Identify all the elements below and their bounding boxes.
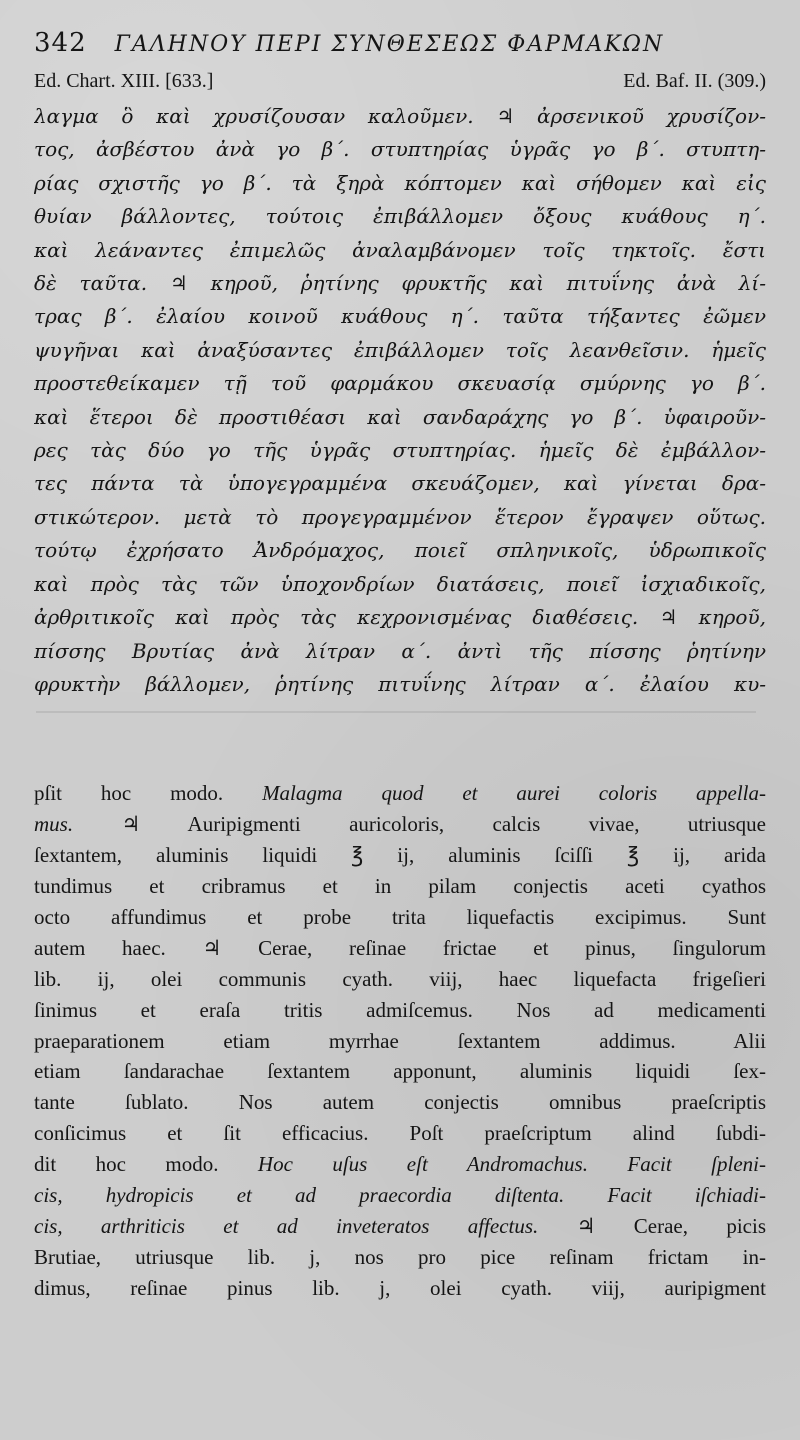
- running-title: ΓΑΛΗΝΟΥ ΠΕΡΙ ΣΥΝΘΕΣΕΩΣ ΦΑΡΜΑΚΩΝ: [114, 32, 665, 57]
- greek-line: προστεθείκαμεν τῇ τοῦ φαρμάκου σκευασίᾳ σμύρνης γο β΄.: [34, 371, 766, 396]
- latin-line: [34, 871, 766, 902]
- latin-roman-run: lib. ij, olei communis cyath. viij, haec liquefacta frigeſieri: [34, 966, 766, 991]
- latin-roman-run: dit hoc modo.: [34, 1152, 258, 1177]
- latin-line: [34, 840, 766, 871]
- bleed-through-shadow: [34, 701, 766, 723]
- greek-line: στικώτερον. μετὰ τὸ προγεγραμμένον ἕτερον ἔγραψεν οὕτως.: [34, 504, 766, 529]
- greek-line: τούτῳ ἐχρήσατο Ἀνδρόμαχος, ποιεῖ σπληνικοῖς, ὑδρωπικοῖς: [34, 538, 766, 563]
- latin-line: [34, 1118, 766, 1149]
- latin-roman-run: ſextantem, aluminis liquidi ℥ ij, aluminis ſciſſi ℥ ij, arida: [34, 843, 766, 868]
- latin-line: [34, 809, 766, 840]
- latin-italic-run: cis, arthriticis et ad inveteratos affectus.: [34, 1214, 539, 1238]
- edition-left: Ed. Chart. XIII. [633.]: [34, 70, 214, 92]
- latin-roman-run: conſicimus et ſit efficacius. Poſt praeſcriptum alind ſubdi-: [34, 1121, 766, 1146]
- latin-italic-run: cis, hydropicis et ad praecordia diſtenta. Facit iſchiadi-: [34, 1183, 766, 1208]
- edition-right: Ed. Baf. II. (309.): [623, 70, 766, 92]
- page-number: 342: [34, 28, 87, 58]
- greek-line: δὲ ταῦτα. ♃ κηροῦ, ῥητίνης φρυκτῆς καὶ πιτυΐνης ἀνὰ λί-: [34, 271, 766, 296]
- latin-line: [34, 1211, 766, 1242]
- greek-line: θυίαν βάλλοντες, τούτοις ἐπιβάλλομεν ὄξους κυάθους η΄.: [34, 204, 766, 229]
- latin-roman-run: ſinimus et eraſa tritis admiſcemus. Nos ad medicamenti: [34, 997, 766, 1022]
- latin-italic-run: Malagma quod et aurei coloris appella-: [262, 781, 766, 806]
- greek-line: τος, ἀσβέστου ἀνὰ γο β΄. στυπτηρίας ὑγρᾶς γο β΄. στυπτη-: [34, 137, 766, 162]
- greek-line: λαγμα ὃ καὶ χρυσίζουσαν καλοῦμεν. ♃ ἀρσενικοῦ χρυσίζον-: [34, 104, 766, 128]
- page-header: [34, 28, 766, 68]
- greek-line: ψυγῆναι καὶ ἀναξύσαντες ἐπιβάλλομεν τοῖς λεανθεῖσιν. ἡμεῖς: [34, 337, 766, 362]
- greek-line: πίσσης Βρυτίας ἀνὰ λίτραν α΄. ἀντὶ τῆς πίσσης ῥητίνην: [34, 638, 766, 663]
- latin-roman-run: dimus, reſinae pinus lib. j, olei cyath. viij, auripigment: [34, 1275, 766, 1300]
- greek-line: ρίας σχιστῆς γο β΄. τὰ ξηρὰ κόπτομεν καὶ σήθομεν καὶ εἰς: [34, 170, 766, 195]
- latin-line: [34, 902, 766, 933]
- greek-text-block: [34, 100, 766, 701]
- greek-line: φρυκτὴν βάλλομεν, ῥητίνης πιτυΐνης λίτραν α΄. ἐλαίου κυ-: [34, 671, 766, 696]
- latin-roman-run: octo affundimus et probe trita liquefactis excipimus. Sunt: [34, 904, 766, 929]
- latin-line: [34, 778, 766, 809]
- latin-line: [34, 1056, 766, 1087]
- latin-italic-run: Hoc uſus eſt Andromachus. Facit ſpleni-: [257, 1152, 766, 1177]
- latin-line: [34, 1273, 766, 1304]
- greek-line: καὶ λεάναντες ἐπιμελῶς ἀναλαμβάνομεν τοῖς τηκτοῖς. ἔστι: [34, 237, 766, 262]
- latin-line: [34, 1087, 766, 1118]
- latin-roman-run: pſit hoc modo.: [34, 781, 263, 806]
- latin-roman-run: autem haec. ♃ Cerae, reſinae frictae et pinus, ſingulorum: [34, 935, 766, 960]
- greek-line: καὶ ἕτεροι δὲ προστιθέασι καὶ σανδαράχης γο β΄. ὑφαιροῦν-: [34, 404, 766, 429]
- greek-line: τρας β΄. ἐλαίου κοινοῦ κυάθους η΄. ταῦτα τήξαντες ἐῶμεν: [34, 304, 766, 329]
- latin-line: [34, 1026, 766, 1057]
- latin-line: [34, 1180, 766, 1211]
- latin-line: [34, 995, 766, 1026]
- greek-line: καὶ πρὸς τὰς τῶν ὑποχονδρίων διατάσεις, ποιεῖ ἰσχιαδικοῖς,: [34, 571, 766, 596]
- latin-roman-run: etiam ſandarachae ſextantem apponunt, aluminis liquidi ſex-: [34, 1059, 766, 1084]
- latin-roman-run: ♃ Auripigmenti auricoloris, calcis vivae, utriusque: [73, 812, 766, 837]
- latin-roman-run: praeparationem etiam myrrhae ſextantem addimus. Alii: [34, 1028, 766, 1053]
- greek-line: ρες τὰς δύο γο τῆς ὑγρᾶς στυπτηρίας. ἡμεῖς δὲ ἐμβάλλον-: [34, 438, 766, 463]
- latin-italic-run: mus.: [34, 812, 74, 837]
- latin-line: [34, 933, 766, 964]
- latin-line: [34, 1242, 766, 1273]
- latin-line: [34, 964, 766, 995]
- edition-references: [34, 70, 766, 98]
- latin-roman-run: tante ſublato. Nos autem conjectis omnibus praeſcriptis: [34, 1090, 766, 1115]
- greek-line: ἀρθριτικοῖς καὶ πρὸς τὰς κεχρονισμένας διαθέσεις. ♃ κηροῦ,: [34, 605, 766, 630]
- latin-text-block: [34, 778, 766, 1303]
- latin-roman-run: ♃ Cerae, picis: [538, 1214, 766, 1238]
- greek-line: τες πάντα τὰ ὑπογεγραμμένα σκευάζομεν, καὶ γίνεται δρα-: [34, 471, 766, 496]
- latin-line: [34, 1149, 766, 1180]
- latin-roman-run: tundimus et cribramus et in pilam conjectis aceti cyathos: [34, 874, 766, 899]
- latin-roman-run: Brutiae, utriusque lib. j, nos pro pice reſinam frictam in-: [34, 1244, 766, 1269]
